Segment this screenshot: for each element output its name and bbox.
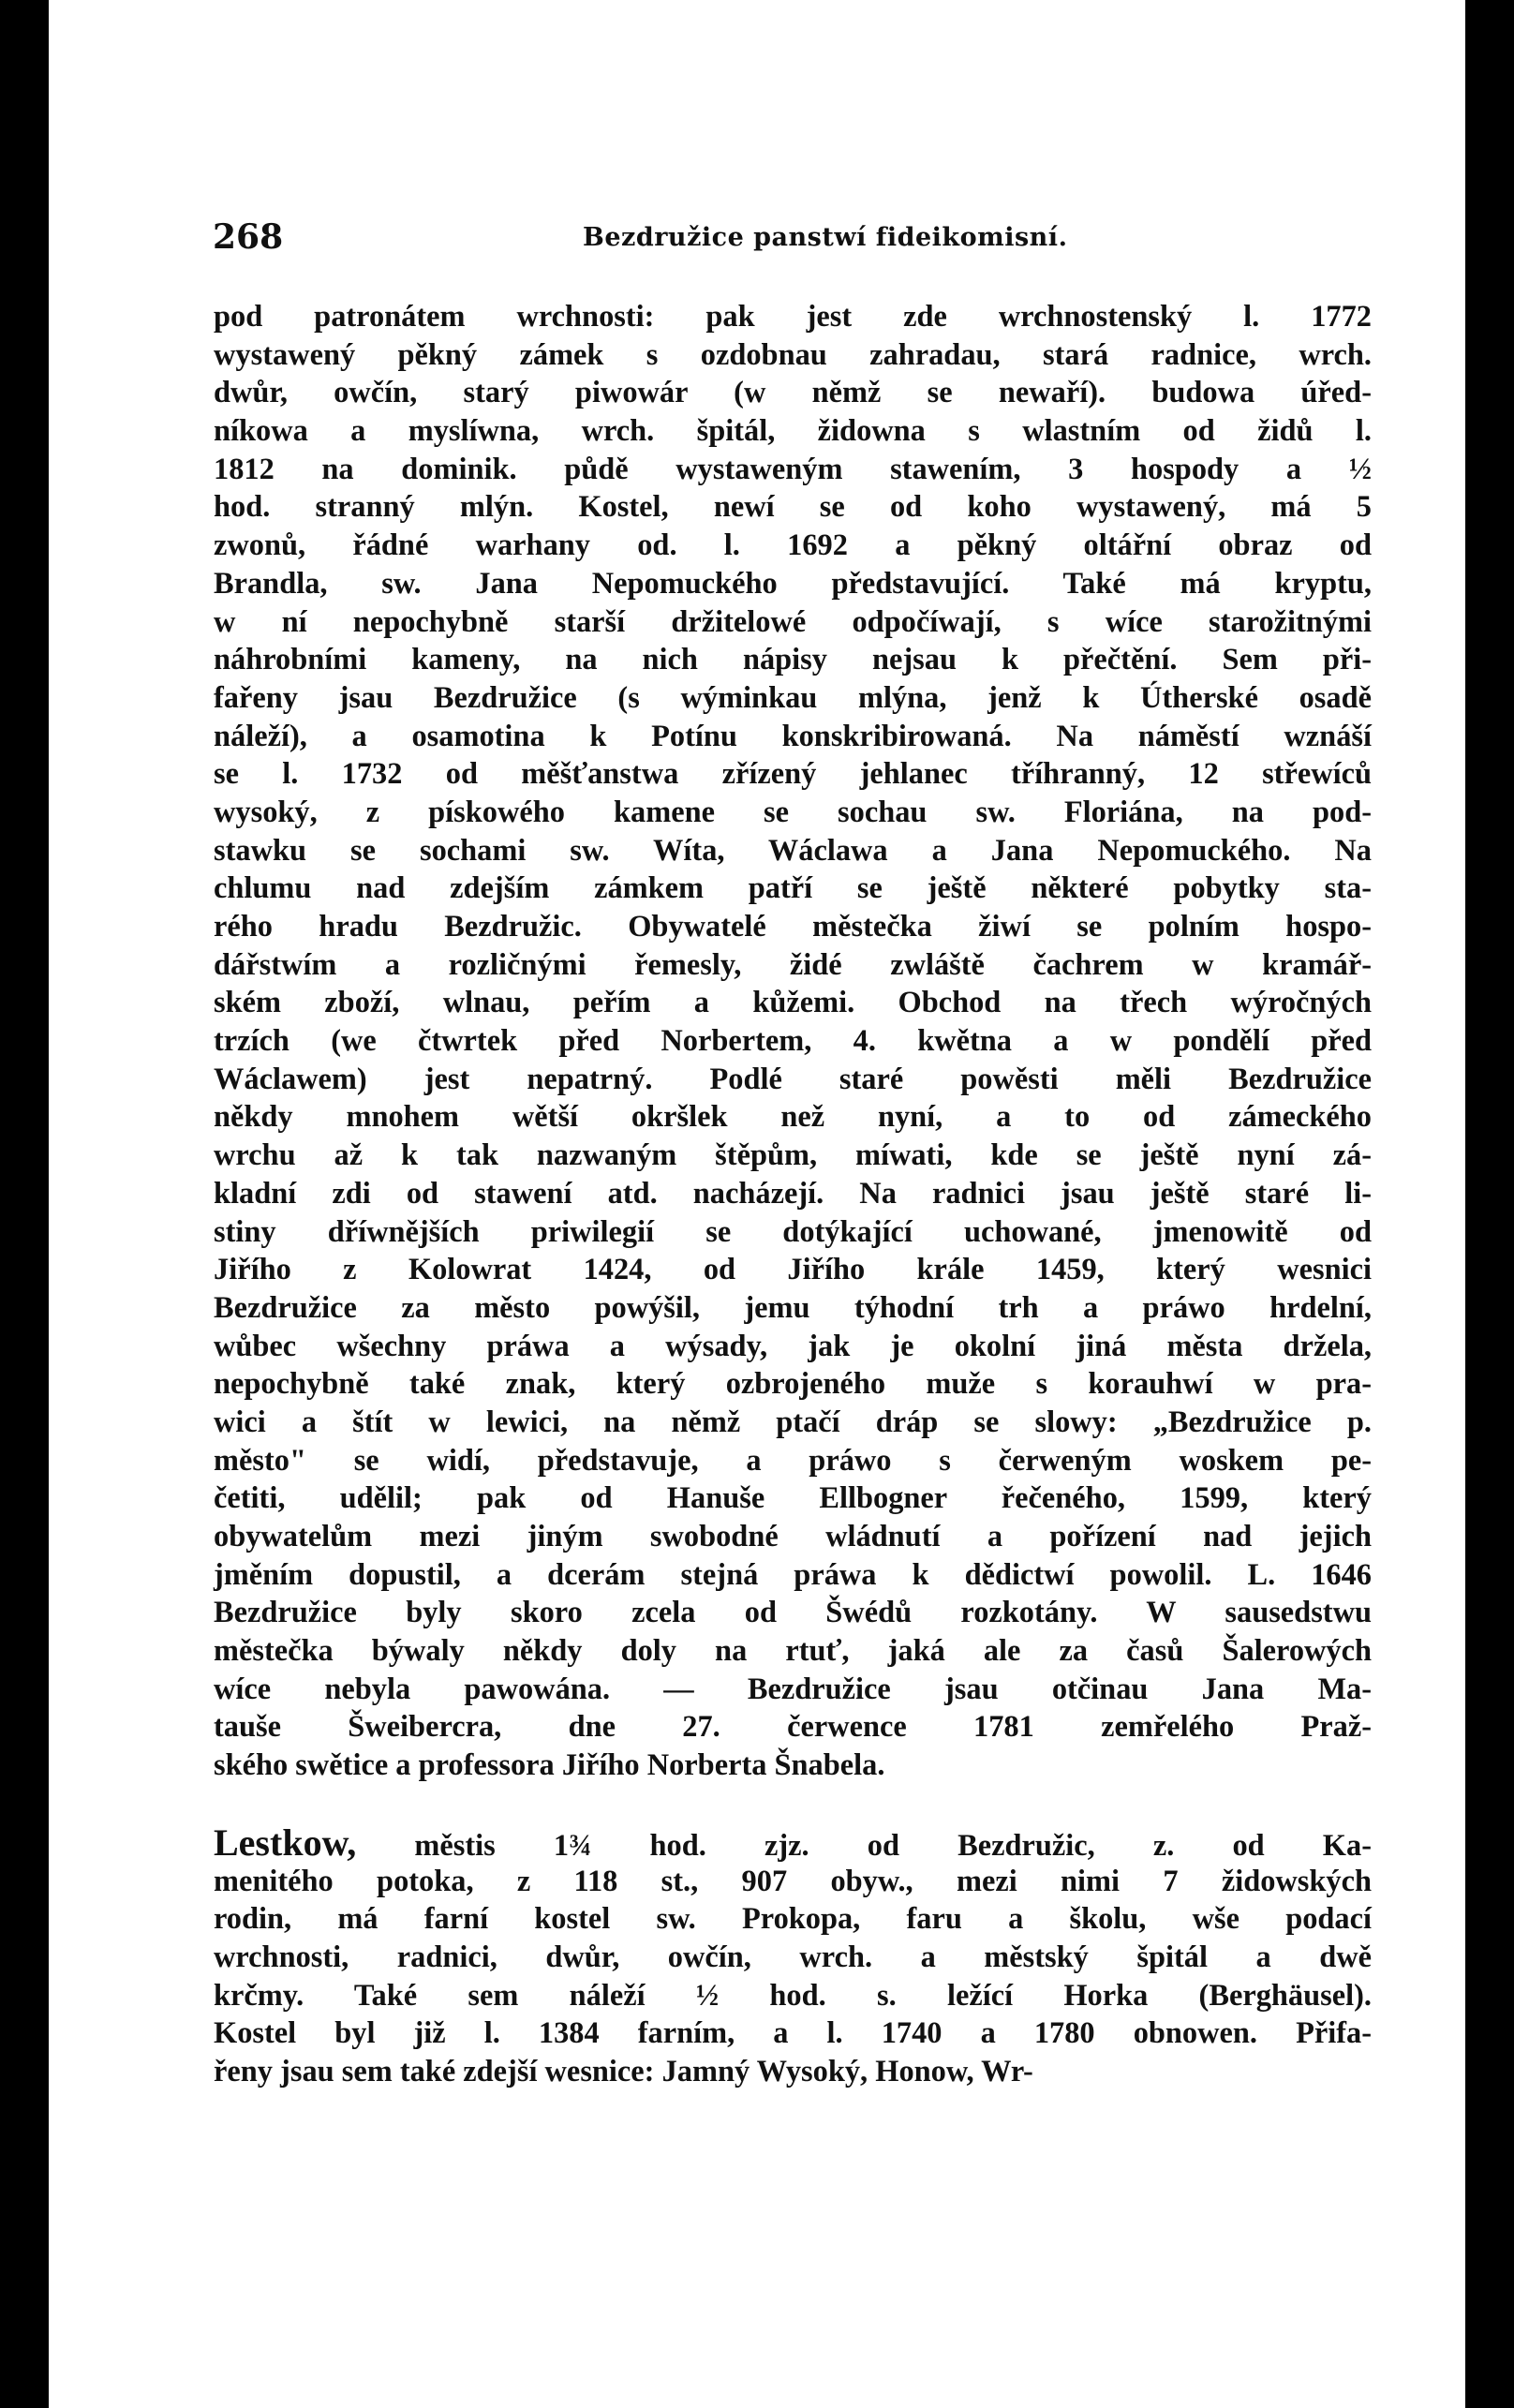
text-line: náhrobními kameny, na nich nápisy nejsau k přečtění. Sem při- [214, 643, 1372, 677]
text-line: Lestkow, městis 1¾ hod. zjz. od Bezdružic, z. od Ka- [214, 1821, 1372, 1864]
text-line: zwonů, řádné warhany od. l. 1692 a pěkný oltářní obraz od [214, 528, 1372, 563]
text-line: Bezdružice byly skoro zcela od Šwédů rozkotány. W sausedstwu [214, 1596, 1372, 1630]
text-line: Kostel byl již l. 1384 farním, a l. 1740 a 1780 obnowen. Přifa- [214, 2016, 1372, 2051]
text-line: krčmy. Také sem náleží ½ hod. s. ležící Horka (Berghäusel). [214, 1978, 1372, 2013]
running-title: Bezdružice panstwí fideikomisní. [583, 223, 1068, 252]
text-line: stiny dříwnějších priwilegií se dotýkající uchowané, jmenowitě od [214, 1214, 1372, 1249]
text-line: níkowa a myslíwna, wrch. špitál, židowna s wlastním od židů l. [214, 414, 1372, 449]
text-line: wrchu až k tak nazwaným štěpům, míwati, kde se ještě nyní zá- [214, 1138, 1372, 1173]
text-line: wici a štít w lewici, na němž ptačí dráp se slowy: „Bezdružice p. [214, 1405, 1372, 1439]
text-line: hod. stranný mlýn. Kostel, newí se od koho wystawený, má 5 [214, 490, 1372, 525]
page-header [213, 217, 1374, 264]
text-line: městečka býwaly někdy doly na rtuť, jaká ale za časů Šalerowých [214, 1634, 1372, 1669]
text-paragraph [214, 298, 1372, 1785]
text-line: četiti, udělil; pak od Hanuše Ellbogner řečeného, 1599, který [214, 1481, 1372, 1516]
text-line: Bezdružice za město powýšil, jemu týhodní trh a práwo hrdelní, [214, 1290, 1372, 1325]
page-body [214, 298, 1372, 2091]
text-line: náleží), a osamotina k Potínu konskribirowaná. Na náměstí wznáší [214, 719, 1372, 753]
text-line: w ní nepochybně starší držitelowé odpočíwají, s wíce starožitnými [214, 604, 1372, 639]
text-line: Wáclawem) jest nepatrný. Podlé staré powěsti měli Bezdružice [214, 1062, 1372, 1096]
text-line: dářstwím a rozličnými řemesly, židé zwláště čachrem w kramář- [214, 947, 1372, 982]
text-line: Jiřího z Kolowrat 1424, od Jiřího krále 1459, který wesnici [214, 1253, 1372, 1287]
text-line: chlumu nad zdejším zámkem patří se ještě některé pobytky sta- [214, 871, 1372, 906]
text-line: ském zboží, wlnau, peřím a kůžemi. Obchod na třech wýročných [214, 986, 1372, 1020]
page-number: 268 [213, 217, 284, 257]
text-line: tauše Šweibercra, dne 27. čerwence 1781 zemřelého Praž- [214, 1710, 1372, 1745]
text-line: 1812 na dominik. půdě wystaweným stawením, 3 hospody a ½ [214, 452, 1372, 486]
text-line: wíce nebyla pawowána. — Bezdružice jsau otčinau Jana Ma- [214, 1672, 1372, 1706]
text-line: kladní zdi od stawení atd. nacházejí. Na radnici jsau ještě staré li- [214, 1176, 1372, 1211]
text-line: jměním dopustil, a dcerám stejná práwa k dědictwí powolil. L. 1646 [214, 1557, 1372, 1592]
text-line: město" se widí, představuje, a práwo s čerweným woskem pe- [214, 1443, 1372, 1478]
text-line: wůbec wšechny práwa a wýsady, jak je okolní jiná města držela, [214, 1329, 1372, 1363]
text-line: trzích (we čtwrtek před Norbertem, 4. kwětna a w pondělí před [214, 1024, 1372, 1059]
text-line: někdy mnohem wětší okršlek než nyní, a to od zámeckého [214, 1100, 1372, 1135]
text-line: wysoký, z pískowého kamene se sochau sw. Floriána, na pod- [214, 795, 1372, 829]
entry-paragraph [214, 1821, 1372, 2091]
text-line: nepochybně také znak, který ozbrojeného muže s korauhwí w pra- [214, 1367, 1372, 1402]
text-line: stawku se sochami sw. Wíta, Wáclawa a Jana Nepomuckého. Na [214, 833, 1372, 868]
paragraph-gap [214, 1785, 1372, 1824]
text-line: řeny jsau sem také zdejší wesnice: Jamný Wysoký, Honow, Wr- [214, 2054, 1033, 2088]
text-line: se l. 1732 od měšťanstwa zřízený jehlanec tříhranný, 12 střewíců [214, 757, 1372, 792]
text-line: wystawený pěkný zámek s ozdobnau zahradau, stará radnice, wrch. [214, 337, 1372, 372]
text-line: menitého potoka, z 118 st., 907 obyw., mezi nimi 7 židowských [214, 1864, 1372, 1898]
text-line: obywatelům mezi jiným swobodné wládnutí a pořízení nad jejich [214, 1520, 1372, 1553]
text-line: rodin, má farní kostel sw. Prokopa, faru a školu, wše podací [214, 1902, 1372, 1937]
text-line: pod patronátem wrchnosti: pak jest zde wrchnostenský l. 1772 [214, 300, 1372, 334]
entry-headword: Lestkow, [214, 1821, 357, 1864]
book-page [49, 0, 1465, 2408]
text-line: rého hradu Bezdružic. Obywatelé městečka žiwí se polním hospo- [214, 910, 1372, 944]
text-line: fařeny jsau Bezdružice (s wýminkau mlýna, jenž k Útherské osadě [214, 680, 1372, 715]
text-line: Brandla, sw. Jana Nepomuckého představující. Také má kryptu, [214, 566, 1372, 601]
text-line: wrchnosti, radnici, dwůr, owčín, wrch. a městský špitál a dwě [214, 1940, 1372, 1974]
text-line: dwůr, owčín, starý piwowár (w němž se newaří). budowa úřed- [214, 376, 1372, 410]
text-line: ského swětice a professora Jiřího Norberta Šnabela. [214, 1748, 885, 1783]
